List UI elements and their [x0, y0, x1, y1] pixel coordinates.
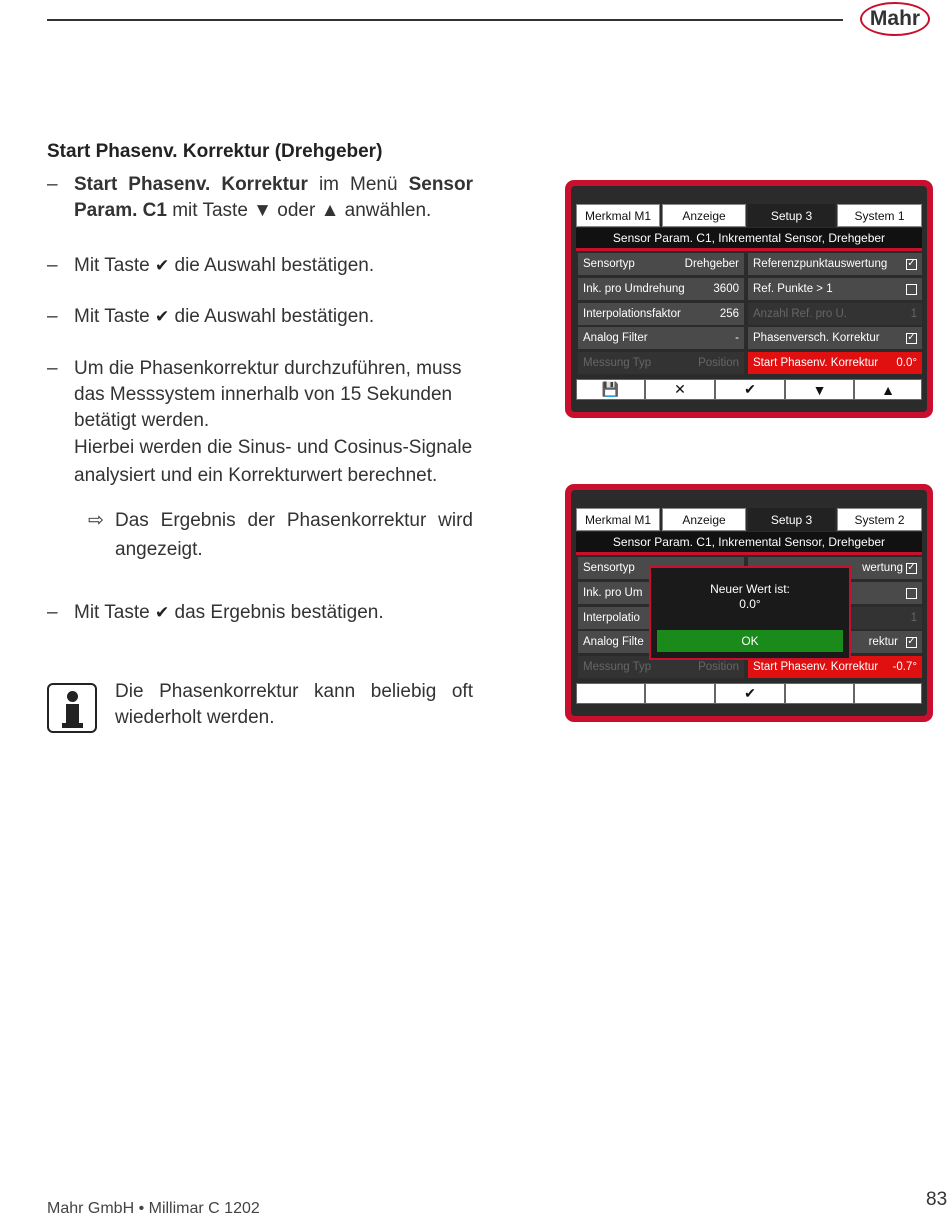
step1-text-1: im Menü [307, 174, 409, 195]
step3-text-a: Mit Taste [74, 306, 155, 327]
check-icon: ✔ [154, 256, 170, 275]
step5-text-b: das Ergebnis bestätigen. [169, 602, 384, 623]
page-number: 83 [926, 1189, 948, 1210]
checkbox[interactable] [906, 284, 917, 295]
param-row: Messung Typ Position [578, 656, 744, 678]
checkbox[interactable]: ✓ [907, 636, 916, 647]
softkey-bar [576, 379, 922, 400]
step-3 [47, 304, 473, 330]
param-row[interactable]: Interpolationsfaktor 256 [578, 303, 744, 325]
step4-line-2: Hierbei werden die Sinus- und Cosinus-Signale analysiert und ein Korrekturwert berechnet. [74, 437, 473, 486]
confirm-button[interactable]: ✔ [715, 683, 785, 704]
step4-line-1: Um die Phasenkorrektur durchzuführen, muss das Messsystem innerhalb von 15 Sekunden betätigt werden. [74, 358, 462, 431]
param-row[interactable]: Ink. pro Umdrehung 3600 [578, 278, 744, 300]
dialog-value: 0.0° [739, 597, 761, 611]
screen-title: Sensor Param. C1, Inkremental Sensor, Drehgeber [576, 228, 922, 251]
param-row[interactable]: Analog Filte [578, 631, 744, 653]
tab-system[interactable]: System 2 [837, 508, 922, 531]
param-row[interactable]: Ink. pro Um [578, 582, 744, 604]
mahr-logo: Mahr [860, 2, 930, 36]
tab-bar [576, 204, 922, 227]
list-dash: – [47, 358, 58, 379]
step1-bold-2: Sensor Param. C1 [74, 174, 473, 221]
step2-text-b: die Auswahl bestätigen. [169, 255, 375, 276]
param-row: Messung Typ Position [578, 352, 744, 374]
step5-text-a: Mit Taste [74, 602, 155, 623]
check-icon: ✔ [154, 603, 170, 622]
softkey-4[interactable] [785, 683, 854, 704]
softkey-5[interactable] [854, 683, 922, 704]
tab-anzeige[interactable]: Anzeige [662, 508, 746, 531]
display [571, 490, 927, 716]
param-row[interactable]: rektur ✓ [748, 631, 922, 653]
param-row[interactable]: Referenzpunktauswertung ✓ [748, 253, 922, 275]
param-row[interactable]: Phasenversch. Korrektur ✓ [748, 327, 922, 349]
param-row[interactable]: Ref. Punkte > 1 [748, 278, 922, 300]
tab-anzeige[interactable]: Anzeige [662, 204, 746, 227]
ok-button[interactable]: OK [657, 630, 843, 652]
new-value-dialog [649, 566, 851, 660]
screen-title: Sensor Param. C1, Inkremental Sensor, Drehgeber [576, 532, 922, 555]
param-row[interactable]: Interpolatio [578, 607, 744, 629]
result-text: Das Ergebnis der Phasenkorrektur wird angezeigt. [115, 510, 473, 560]
param-row[interactable]: wertung ✓ [748, 557, 922, 579]
softkey-1[interactable] [576, 683, 645, 704]
list-dash: – [47, 306, 58, 327]
device-screen-1 [565, 180, 933, 418]
param-row: 1 [748, 607, 922, 629]
tab-system[interactable]: System 1 [837, 204, 922, 227]
tab-bar [576, 508, 922, 531]
param-row: Anzahl Ref. pro U. 1 [748, 303, 922, 325]
step3-text-b: die Auswahl bestätigen. [169, 306, 375, 327]
tab-setup[interactable]: Setup 3 [748, 508, 835, 531]
confirm-button[interactable]: ✔ [715, 379, 785, 400]
checkbox[interactable]: ✓ [907, 258, 916, 269]
device-screen-2 [565, 484, 933, 722]
tab-setup[interactable]: Setup 3 [748, 204, 835, 227]
param-row[interactable]: Sensortyp Drehgeber [578, 253, 744, 275]
param-row-selected[interactable]: Start Phasenv. Korrektur -0.7° [748, 656, 922, 678]
save-button[interactable]: 💾 [576, 379, 645, 400]
checkbox[interactable] [906, 588, 917, 599]
step1-text-2: mit Taste ▼ oder ▲ anwählen. [166, 200, 432, 221]
arrow-right-icon: ⇨ [88, 510, 104, 531]
cancel-button[interactable]: ✕ [645, 379, 715, 400]
check-icon: ✔ [154, 307, 170, 326]
step1-bold-1: Start Phasenv. Korrektur [74, 174, 308, 195]
step-2 [47, 253, 473, 279]
step-4 [47, 356, 473, 490]
param-row[interactable]: Sensortyp [578, 557, 744, 579]
header-rule [47, 19, 843, 21]
step-1 [47, 172, 473, 224]
list-dash: – [47, 602, 58, 623]
step-5 [47, 600, 473, 626]
list-dash: – [47, 255, 58, 276]
up-button[interactable]: ▲ [854, 379, 922, 400]
section-heading: Start Phasenv. Korrektur (Drehgeber) [47, 141, 383, 162]
tab-merkmal[interactable]: Merkmal M1 [576, 204, 660, 227]
display [571, 186, 927, 412]
down-button[interactable]: ▼ [785, 379, 854, 400]
info-text: Die Phasenkorrektur kann beliebig oft wiederholt werden. [115, 681, 473, 728]
softkey-bar [576, 683, 922, 704]
checkbox[interactable]: ✓ [907, 332, 916, 343]
info-icon [47, 683, 97, 733]
tab-merkmal[interactable]: Merkmal M1 [576, 508, 660, 531]
checkbox[interactable]: ✓ [907, 562, 916, 573]
list-dash: – [47, 174, 58, 195]
result-note [88, 506, 473, 564]
footer-text: Mahr GmbH • Millimar C 1202 [47, 1200, 260, 1217]
dialog-message: Neuer Wert ist: [710, 582, 790, 596]
param-row[interactable]: Analog Filter - [578, 327, 744, 349]
param-row-selected[interactable]: Start Phasenv. Korrektur 0.0° [748, 352, 922, 374]
softkey-2[interactable] [645, 683, 715, 704]
step2-text-a: Mit Taste [74, 255, 155, 276]
